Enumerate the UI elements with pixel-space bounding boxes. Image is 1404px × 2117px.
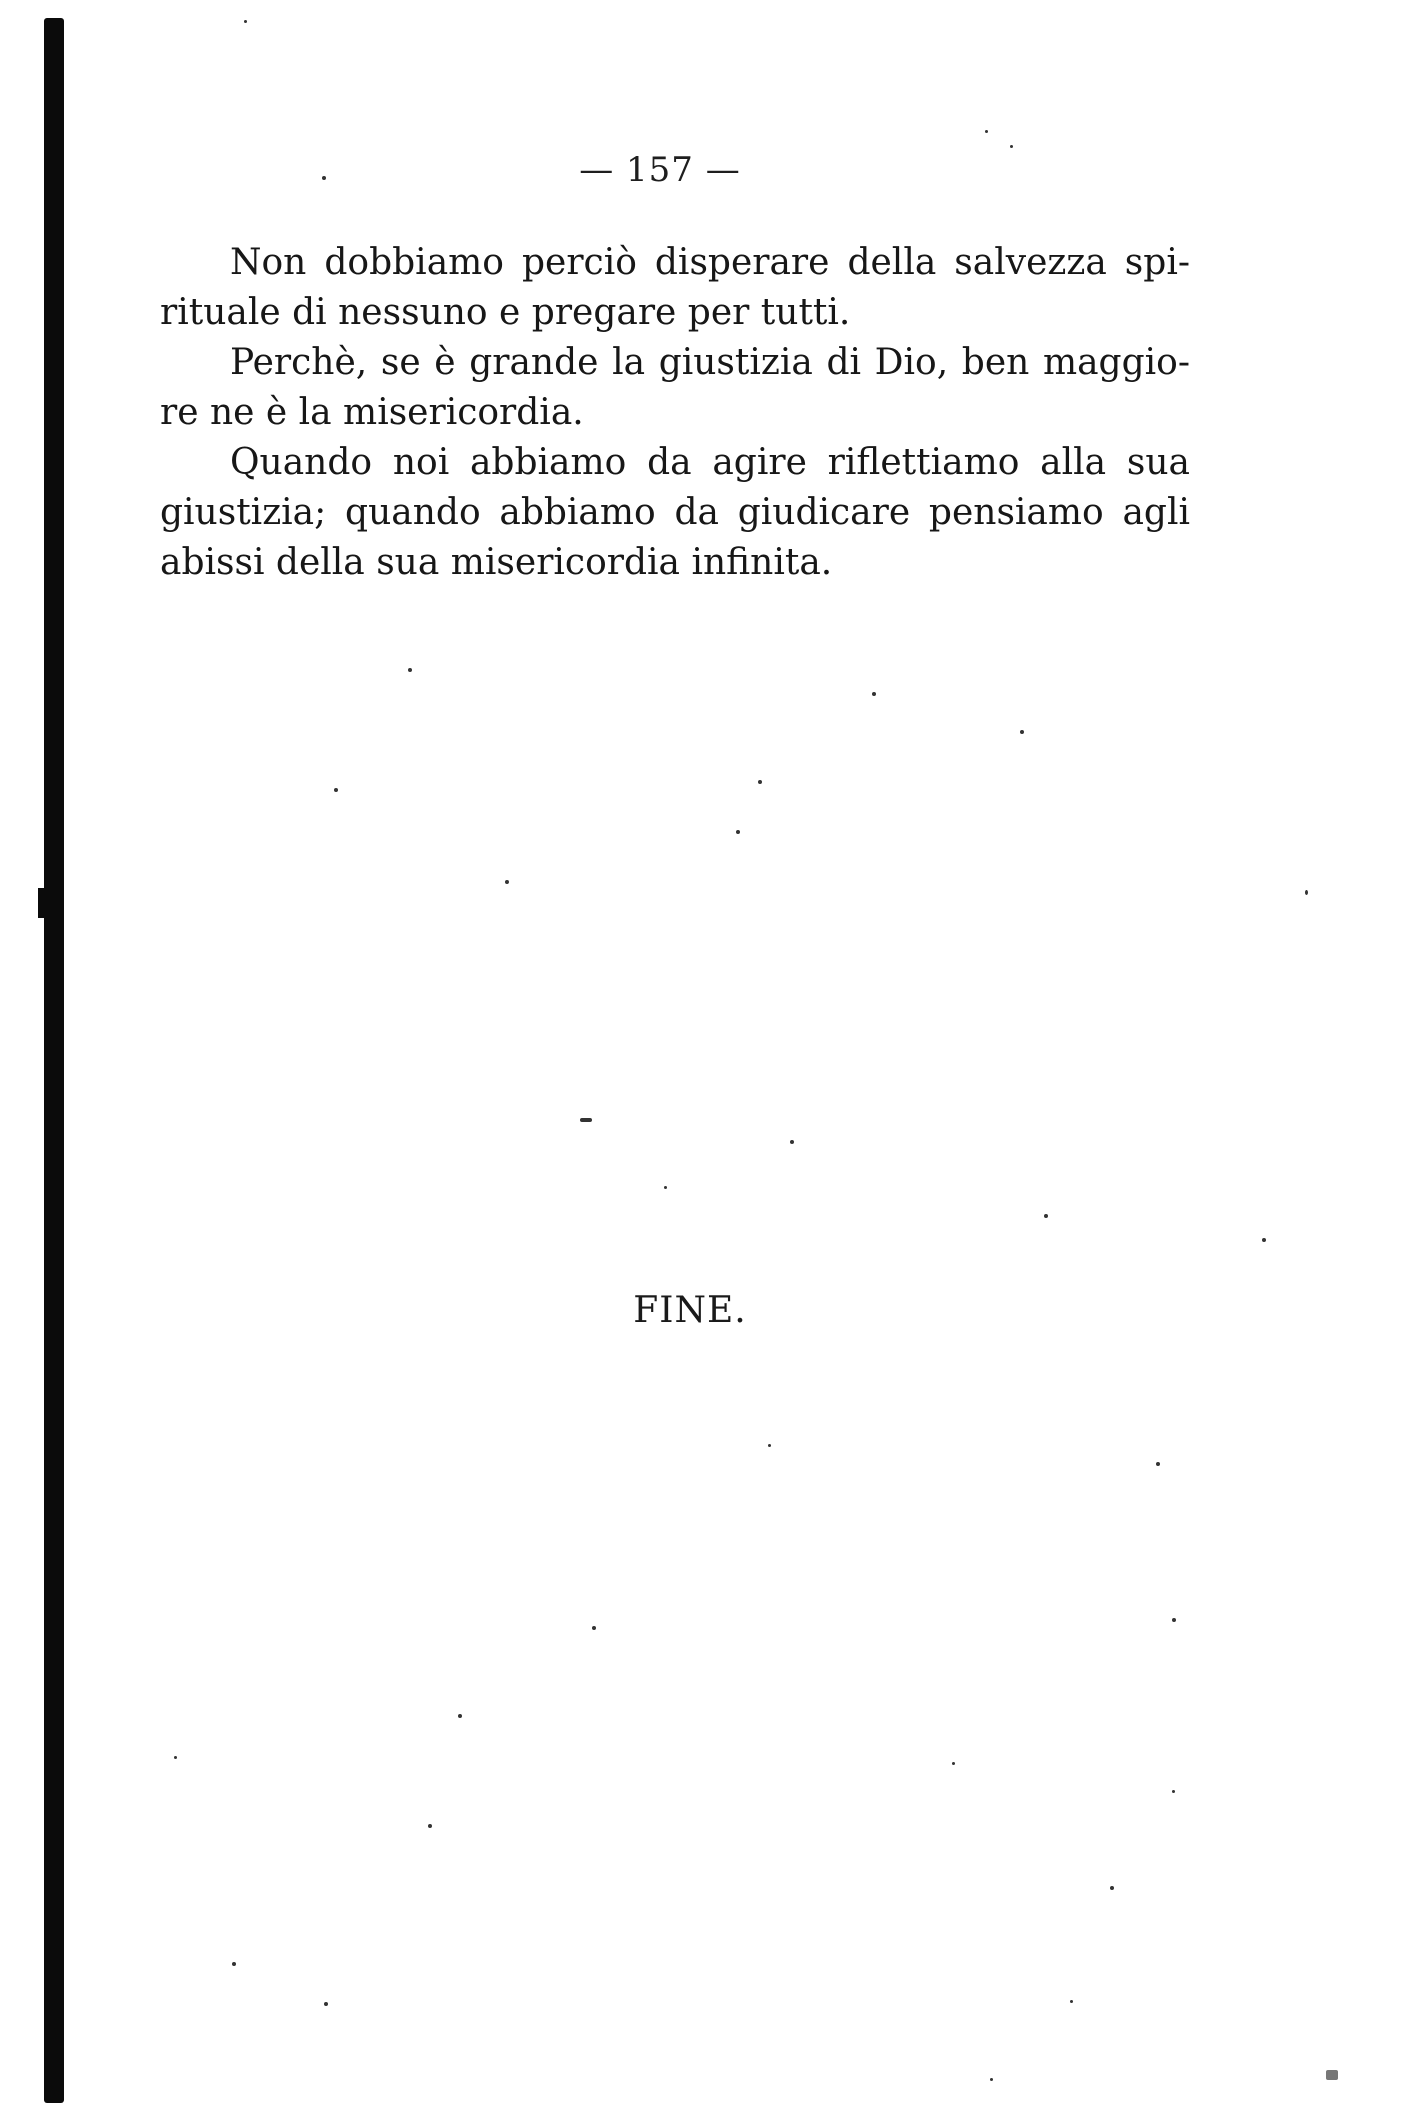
paragraph-1: [160, 238, 1190, 338]
scan-speck: [324, 2002, 328, 2006]
scan-speck: [985, 130, 988, 133]
body-text: [160, 238, 1190, 588]
paragraph-3: [160, 438, 1190, 588]
scan-speck: [244, 20, 247, 23]
scan-speck: [322, 176, 326, 180]
page-number: — 157 —: [579, 150, 741, 190]
scan-speck: [428, 1824, 432, 1828]
scan-speck: [505, 880, 509, 884]
scan-speck: [232, 1962, 236, 1966]
scan-speck: [1020, 730, 1024, 734]
text-line: Perchè, se è grande la giustizia di Dio, ben maggio-: [230, 342, 1190, 383]
scan-speck: [458, 1714, 462, 1718]
scan-speck: [174, 1756, 177, 1759]
scan-speck: [1070, 2000, 1073, 2003]
text-line: re ne è la misericordia.: [160, 392, 584, 433]
paragraph-2: [160, 338, 1190, 438]
scan-speck: [790, 1140, 794, 1144]
scan-speck: [334, 788, 338, 792]
scan-speck: [592, 1626, 596, 1630]
scan-speck: [952, 1762, 955, 1765]
scan-speck: [1172, 1790, 1175, 1793]
text-line: rituale di nessuno e pregare per tutti.: [160, 292, 851, 333]
binding-edge: [44, 18, 64, 2103]
text-line: abissi della sua misericordia infinita.: [160, 542, 833, 583]
scan-speck: [1010, 145, 1013, 148]
fine-label: FINE.: [633, 1290, 747, 1331]
scan-speck: [758, 780, 762, 784]
scan-speck: [736, 830, 740, 834]
scan-speck: [408, 668, 412, 672]
scan-speck: [1326, 2070, 1338, 2080]
scan-speck: [1305, 890, 1308, 895]
scan-speck: [664, 1186, 667, 1189]
scan-speck: [1172, 1618, 1176, 1622]
scan-speck: [1156, 1462, 1160, 1466]
scan-speck: [768, 1444, 771, 1447]
scan-speck: [1110, 1886, 1114, 1890]
scan-speck: [990, 2078, 993, 2081]
scan-speck: [1262, 1238, 1266, 1242]
scan-speck: [1044, 1214, 1048, 1218]
scan-speck: [872, 692, 876, 696]
text-line: Quando noi abbiamo da agire riflettiamo alla sua: [230, 442, 1190, 483]
text-line: giustizia; quando abbiamo da giudicare pensiamo agli: [160, 492, 1190, 533]
text-line: Non dobbiamo perciò disperare della salvezza spi-: [230, 242, 1190, 283]
scan-speck: [580, 1118, 592, 1122]
